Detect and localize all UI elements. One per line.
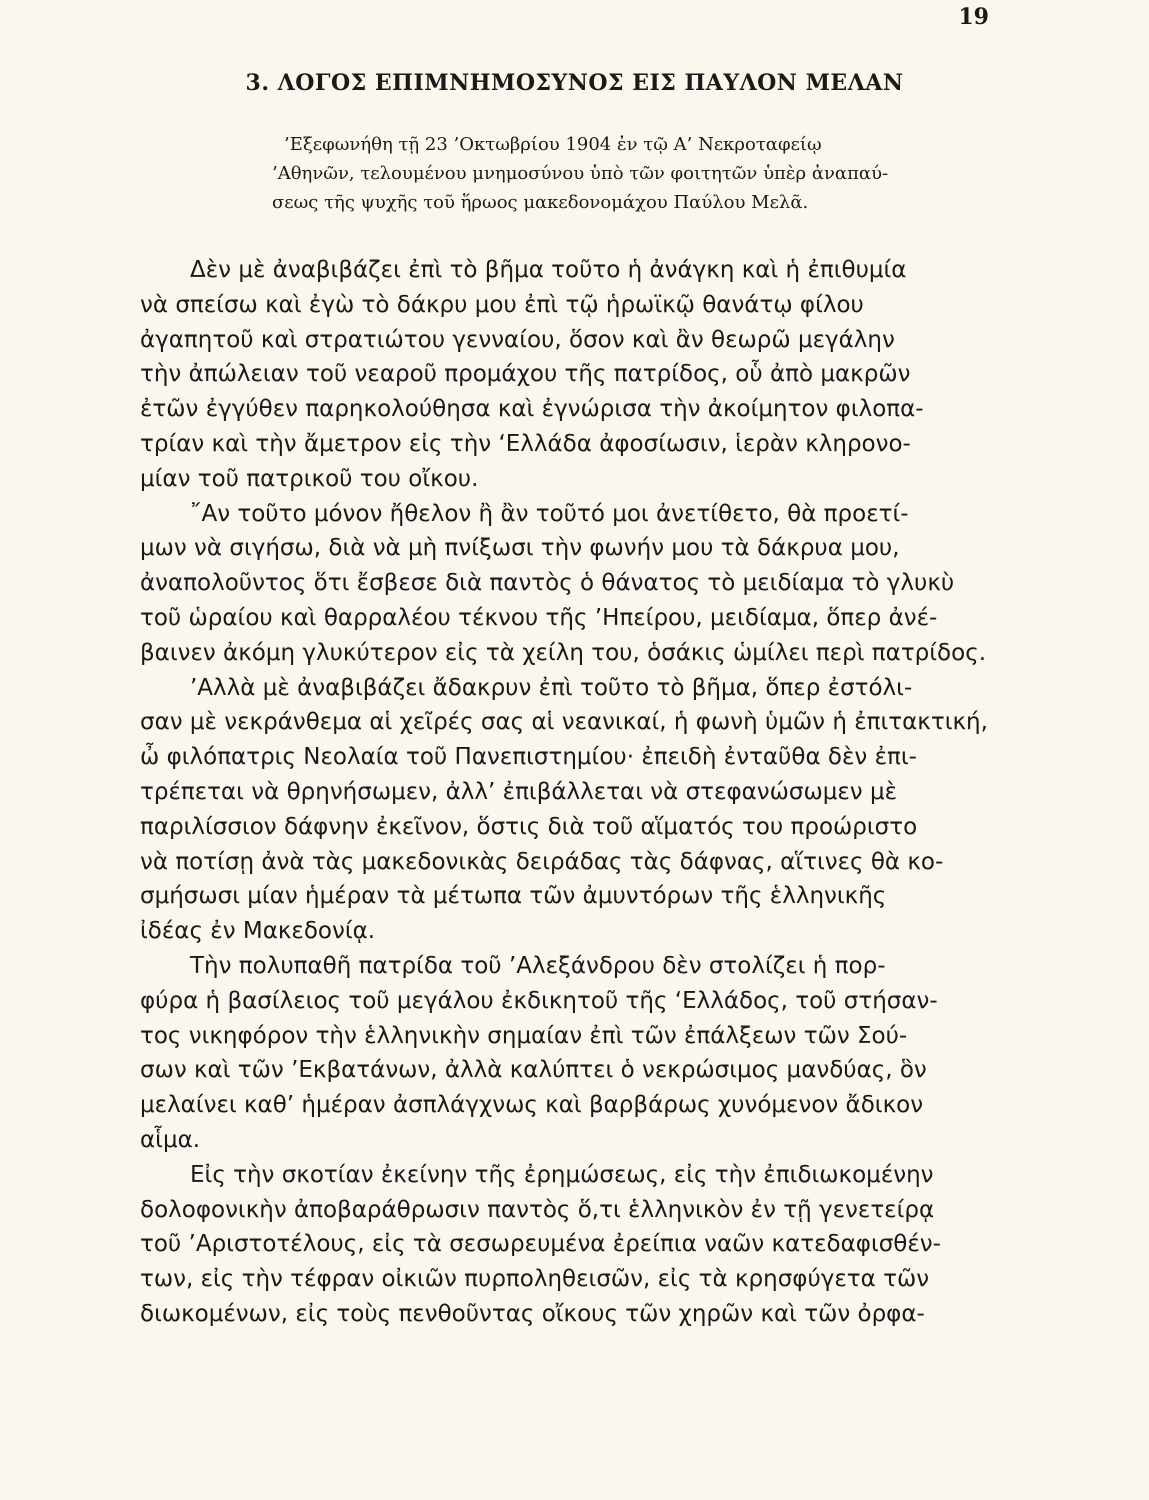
text-line: μων νὰ σιγήσω, διὰ νὰ μὴ πνίξωσι τὴν φωνήν μου τὰ δάκρυα μου,: [140, 535, 900, 562]
text-line: μίαν τοῦ πατρικοῦ του οἴκου.: [140, 465, 479, 492]
text-line: τρίαν καὶ τὴν ἄμετρον εἰς τὴν ‘Ελλάδα ἀφοσίωσιν, ἱερὰν κληρονο-: [140, 430, 911, 457]
paragraph: [140, 1158, 1000, 1332]
text-line: φύρα ἡ βασίλειος τοῦ μεγάλου ἐκδικητοῦ τῆς ‘Ελλάδος, τοῦ στήσαν-: [140, 987, 938, 1014]
subtitle-line: σεως τῆς ψυχῆς τοῦ ἥρωος μακεδονομάχου Παύλου Μελᾶ.: [272, 192, 809, 213]
text-line: παριλίσσιον δάφνην ἐκεῖνον, ὅστις διὰ τοῦ αἵματός του προώριστο: [140, 813, 918, 840]
chapter-subtitle: [272, 130, 1002, 217]
text-line: Δὲν μὲ ἀναβιβάζει ἐπὶ τὸ βῆμα τοῦτο ἡ ἀνάγκη καὶ ἡ ἐπιθυμία: [190, 257, 907, 283]
text-line: νὰ ποτίσῃ ἀνὰ τὰς μακεδονικὰς δειράδας τὰς δάφνας, αἵτινες θὰ κο-: [140, 848, 944, 875]
text-line: τρέπεται νὰ θρηνήσωμεν, ἀλλ’ ἐπιβάλλεται νὰ στεφανώσωμεν μὲ: [140, 778, 898, 805]
text-line: τὴν ἀπώλειαν τοῦ νεαροῦ προμάχου τῆς πατρίδος, οὗ ἀπὸ μακρῶν: [140, 361, 911, 388]
text-line: ἀναπολοῦντος ὅτι ἔσβεσε διὰ παντὸς ὁ θάνατος τὸ μειδίαμα τὸ γλυκὺ: [140, 570, 955, 597]
text-line: ἰδέας ἐν Μακεδονίᾳ.: [140, 918, 376, 945]
paragraph: [140, 497, 1000, 671]
text-line: σαν μὲ νεκράνθεμα αἱ χεῖρές σας αἱ νεανικαί, ἡ φωνὴ ὑμῶν ἡ ἐπιτακτική,: [140, 709, 988, 736]
text-line: σμήσωσι μίαν ἡμέραν τὰ μέτωπα τῶν ἀμυντόρων τῆς ἑλληνικῆς: [140, 883, 887, 910]
paragraph: [140, 253, 1000, 497]
chapter-title: 3. ΛΟΓΟΣ ΕΠΙΜΝΗΜΟΣΥΝΟΣ ΕΙΣ ΠΑΥΛΟΝ ΜΕΛΑΝ: [245, 70, 904, 96]
text-line: διωκομένων, εἰς τοὺς πενθοῦντας οἴκους τῶν χηρῶν καὶ τῶν ὀρφα-: [140, 1300, 925, 1327]
text-line: ’Αλλὰ μὲ ἀναβιβάζει ἄδακρυν ἐπὶ τοῦτο τὸ βῆμα, ὅπερ ἐστόλι-: [190, 674, 913, 701]
text-line: τοῦ ὡραίου καὶ θαρραλέου τέκνου τῆς ’Ηπείρου, μειδίαμα, ὅπερ ἀνέ-: [140, 604, 938, 631]
text-line: ῎Αν τοῦτο μόνον ἤθελον ἢ ἂν τοῦτό μοι ἀνετίθετο, θὰ προετί-: [190, 500, 909, 527]
text-line: δολοφονικὴν ἀποβαράθρωσιν παντὸς ὅ,τι ἑλληνικὸν ἐν τῇ γενετείρᾳ: [140, 1196, 935, 1223]
paragraph: [140, 671, 1000, 949]
paragraph: [140, 949, 1000, 1158]
text-line: μελαίνει καθ’ ἡμέραν ἀσπλάγχνως καὶ βαρβάρως χυνόμενον ἄδικον: [140, 1092, 924, 1119]
text-line: τοῦ ’Αριστοτέλους, εἰς τὰ σεσωρευμένα ἐρείπια ναῶν κατεδαφισθέν-: [140, 1231, 941, 1258]
text-line: νὰ σπείσω καὶ ἐγὼ τὸ δάκρυ μου ἐπὶ τῷ ἡρωϊκῷ θανάτῳ φίλου: [140, 291, 864, 318]
subtitle-line: ’Εξεφωνήθη τῇ 23 ’Οκτωβρίου 1904 ἐν τῷ Α’ Νεκροταφείῳ: [284, 134, 822, 155]
subtitle-line: ’Αθηνῶν, τελουμένου μνημοσύνου ὑπὸ τῶν φοιτητῶν ὑπὲρ ἀναπαύ-: [272, 163, 889, 184]
text-line: ἀγαπητοῦ καὶ στρατιώτου γενναίου, ὅσον καὶ ἂν θεωρῶ μεγάλην: [140, 326, 895, 353]
text-line: των, εἰς τὴν τέφραν οἰκιῶν πυρποληθεισῶν, εἰς τὰ κρησφύγετα τῶν: [140, 1266, 930, 1293]
text-line: βαινεν ἀκόμη γλυκύτερον εἰς τὰ χείλη του, ὁσάκις ὡμίλει περὶ πατρίδος.: [140, 639, 987, 666]
text-line: Εἰς τὴν σκοτίαν ἐκείνην τῆς ἐρημώσεως, εἰς τὴν ἐπιδιωκομένην: [190, 1161, 934, 1188]
text-line: ἐτῶν ἐγγύθεν παρηκολούθησα καὶ ἐγνώρισα τὴν ἀκοίμητον φιλοπα-: [140, 396, 924, 423]
text-line: Τὴν πολυπαθῆ πατρίδα τοῦ ’Αλεξάνδρου δὲν στολίζει ἡ πορ-: [190, 952, 886, 979]
text-line: τος νικηφόρον τὴν ἑλληνικὴν σημαίαν ἐπὶ τῶν ἐπάλξεων τῶν Σού-: [140, 1022, 908, 1049]
text-line: αἷμα.: [140, 1126, 201, 1153]
body-text: [140, 253, 1000, 1332]
text-line: σων καὶ τῶν ’Εκβατάνων, ἀλλὰ καλύπτει ὁ νεκρώσιμος μανδύας, ὃν: [140, 1057, 927, 1084]
text-line: ὦ φιλόπατρις Νεολαία τοῦ Πανεπιστημίου· ἐπειδὴ ἐνταῦθα δὲν ἐπι-: [140, 744, 917, 771]
page-number: 19: [958, 4, 989, 30]
